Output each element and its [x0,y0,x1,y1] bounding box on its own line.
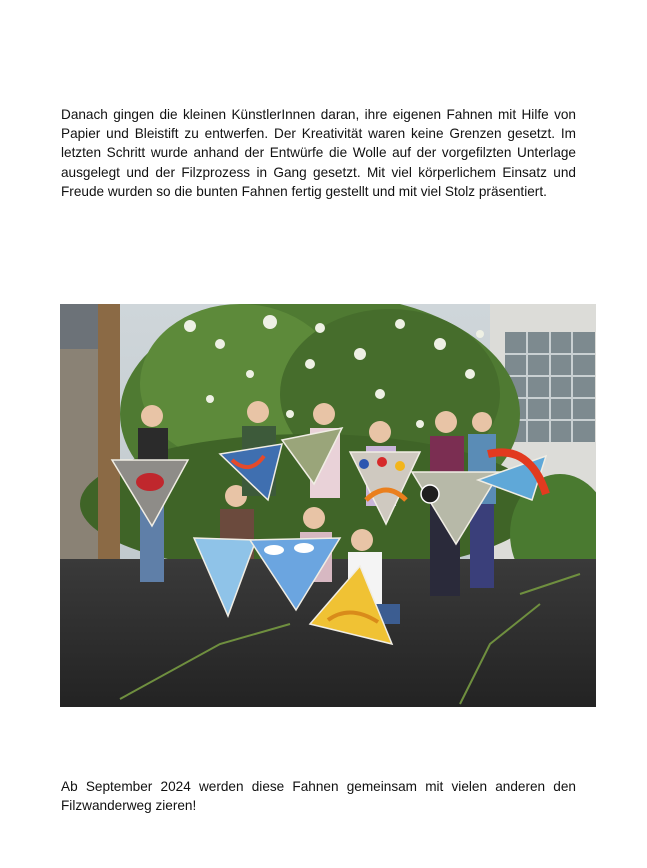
paragraph-closing: Ab September 2024 werden diese Fahnen gemeinsam mit vielen anderen den Filzwanderweg zieren! [61,779,576,814]
group-photo [60,304,596,707]
paragraph-intro: Danach gingen die kleinen KünstlerInnen daran, ihre eigenen Fahnen mit Hilfe von Papier und Bleistift zu entwerfen. Der Kreativität waren keine Grenzen gesetzt. Im letzten Schritt wurde anhand der Entwürfe die Wolle auf der vorgefilzten Unterlage ausgelegt und der Filzprozess in Gang gesetzt. Mit viel körperlichem Einsatz und Freude wurden so die bunten Fahnen fertig gestellt und mit viel Stolz präsentiert. [61,107,576,199]
wooden-post [98,304,120,579]
